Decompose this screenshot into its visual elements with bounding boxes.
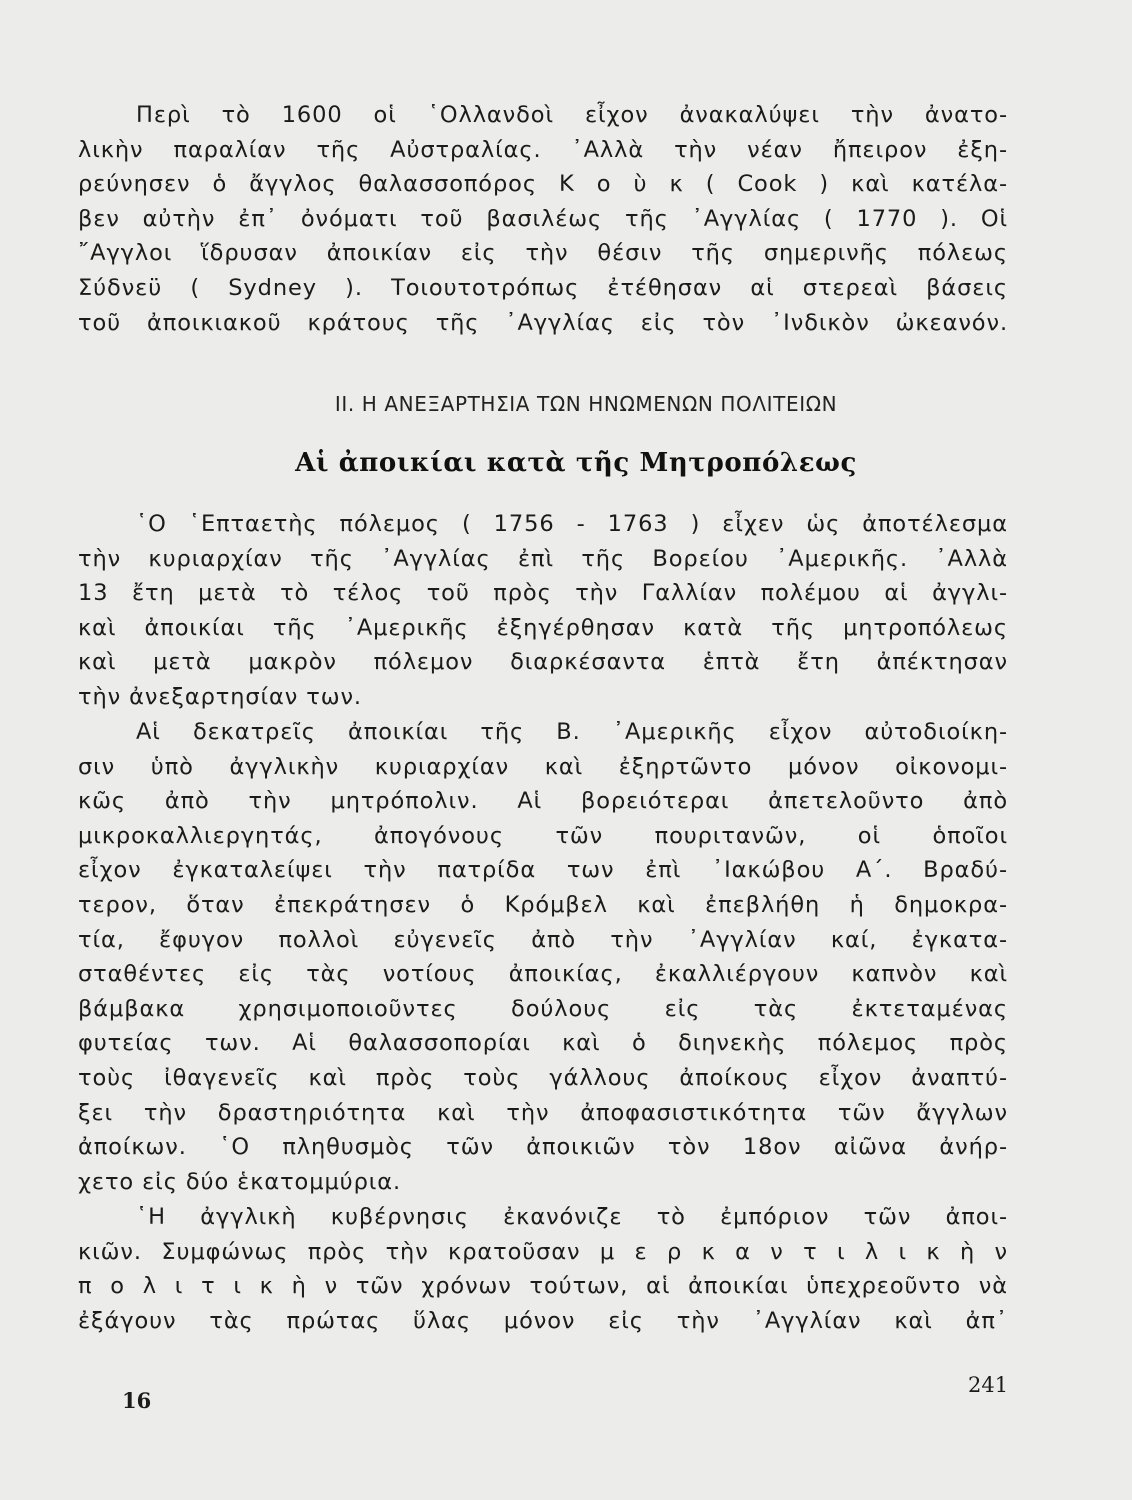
text-line: καὶ μετὰ μακρὸν πόλεμον διαρκέσαντα ἑπτὰ ἔτη ἀπέκτησαν	[78, 649, 1008, 676]
text-line: τὴν κυριαρχίαν τῆς ᾿Αγγλίας ἐπὶ τῆς Βορείου ᾿Αμερικῆς. ᾿Αλλὰ	[78, 545, 1008, 572]
text-line: εἶχον ἐγκαταλείψει τὴν πατρίδα των ἐπὶ ᾿Ιακώβου Α΄. Βραδύ-	[78, 857, 1008, 884]
section-heading	[0, 392, 1132, 416]
text-line: τοὺς ἰθαγενεῖς καὶ πρὸς τοὺς γάλλους ἀποίκους εἶχον ἀναπτύ-	[78, 1064, 1008, 1091]
text-line: καὶ ἀποικίαι τῆς ᾿Αμερικῆς ἐξηγέρθησαν κατὰ τῆς μητροπόλεως	[78, 614, 1008, 641]
printer-signature-mark: 16	[122, 1388, 152, 1413]
paragraph-thirteen-colonies	[78, 715, 1008, 1199]
text-line: μικροκαλλιεργητάς, ἀπογόνους τῶν πουριτανῶν, οἱ ὁποῖοι	[78, 822, 1008, 849]
text-line: κῶς ἀπὸ τὴν μητρόπολιν. Αἱ βορειότεραι ἀπετελοῦντο ἀπὸ	[78, 788, 1008, 815]
text-line: τὴν ἀνεξαρτησίαν των.	[78, 683, 362, 710]
text-line: βεν αὐτὴν ἐπ᾿ ὀνόματι τοῦ βασιλέως τῆς ᾿Αγγλίας ( 1770 ). Οἱ	[78, 205, 1008, 232]
paragraph-australia	[78, 98, 1008, 340]
text-line: χετο εἰς δύο ἑκατομμύρια.	[78, 1168, 402, 1195]
text-line: ῾Ο ῾Επταετὴς πόλεμος ( 1756 - 1763 ) εἶχεν ὡς ἀποτέλεσμα	[136, 511, 1008, 537]
text-line: ξει τὴν δραστηριότητα καὶ τὴν ἀποφασιστικότητα τῶν ἄγγλων	[78, 1099, 1008, 1126]
text-line: ῾Η ἀγγλικὴ κυβέρνησις ἐκανόνιζε τὸ ἐμπόριον τῶν ἀποι-	[136, 1204, 1008, 1230]
text-line: ἐξάγουν τὰς πρώτας ὕλας μόνον εἰς τὴν ᾿Αγγλίαν καὶ ἀπ᾿	[78, 1307, 1008, 1334]
text-line: Περὶ τὸ 1600 οἱ ῾Ολλανδοὶ εἶχον ἀνακαλύψει τὴν ἀνατο-	[136, 102, 1008, 128]
text-line: κιῶν. Συμφώνως πρὸς τὴν κρατοῦσαν μ ε ρ κ α ν τ ι λ ι κ ὴ ν	[78, 1238, 1008, 1265]
paragraph-seven-years-war	[78, 507, 1008, 715]
text-line: σταθέντες εἰς τὰς νοτίους ἀποικίας, ἐκαλλιέργουν καπνὸν καὶ	[78, 961, 1008, 988]
chapter-title	[0, 448, 1132, 478]
page-number: 241	[968, 1373, 1009, 1397]
text-line: ἀποίκων. ῾Ο πληθυσμὸς τῶν ἀποικιῶν τὸν 18ον αἰῶνα ἀνήρ-	[78, 1134, 1008, 1161]
text-line: τερον, ὅταν ἐπεκράτησεν ὁ Κρόμβελ καὶ ἐπεβλήθη ἡ δημοκρα-	[78, 891, 1008, 918]
text-line: Σύδνεϋ ( Sydney ). Τοιουτοτρόπως ἐτέθησαν αἱ στερεαὶ βάσεις	[78, 274, 1008, 301]
text-line: 13 ἔτη μετὰ τὸ τέλος τοῦ πρὸς τὴν Γαλλίαν πολέμου αἱ ἀγγλι-	[78, 580, 1008, 607]
text-line: π ο λ ι τ ι κ ὴ ν τῶν χρόνων τούτων, αἱ ἀποικίαι ὑπεχρεοῦντο νὰ	[78, 1273, 1008, 1300]
text-line: λικὴν παραλίαν τῆς Αὐστραλίας. ᾿Αλλὰ τὴν νέαν ἤπειρον ἐξη-	[78, 136, 1008, 163]
chapter-title-text: Αἱ ἀποικίαι κατὰ τῆς Μητροπόλεως	[295, 448, 857, 478]
text-line: ῎Αγγλοι ἵδρυσαν ἀποικίαν εἰς τὴν θέσιν τῆς σημερινῆς πόλεως	[78, 240, 1008, 267]
text-line: τία, ἔφυγον πολλοὶ εὐγενεῖς ἀπὸ τὴν ᾿Αγγλίαν καί, ἐγκατα-	[78, 926, 1008, 953]
text-line: βάμβακα χρησιμοποιοῦντες δούλους εἰς τὰς ἐκτεταμένας	[78, 995, 1008, 1022]
paragraph-mercantilism	[78, 1200, 1008, 1338]
section-heading-text: ΙΙ. Η ΑΝΕΞΑΡΤΗΣΙΑ ΤΩΝ ΗΝΩΜΕΝΩΝ ΠΟΛΙΤΕΙΩΝ	[334, 392, 838, 416]
text-line: Αἱ δεκατρεῖς ἀποικίαι τῆς Β. ᾿Αμερικῆς εἶχον αὐτοδιοίκη-	[136, 719, 1008, 745]
text-line: σιν ὑπὸ ἀγγλικὴν κυριαρχίαν καὶ ἐξηρτῶντο μόνον οἰκονομι-	[78, 753, 1008, 780]
text-line: τοῦ ἀποικιακοῦ κράτους τῆς ᾿Αγγλίας εἰς τὸν ᾿Ινδικὸν ὠκεανόν.	[78, 309, 1008, 336]
text-line: φυτείας των. Αἱ θαλασσοπορίαι καὶ ὁ διηνεκὴς πόλεμος πρὸς	[78, 1030, 1008, 1057]
text-line: ρεύνησεν ὁ ἄγγλος θαλασσοπόρος Κ ο ὺ κ ( Cook ) καὶ κατέλα-	[78, 171, 1008, 198]
